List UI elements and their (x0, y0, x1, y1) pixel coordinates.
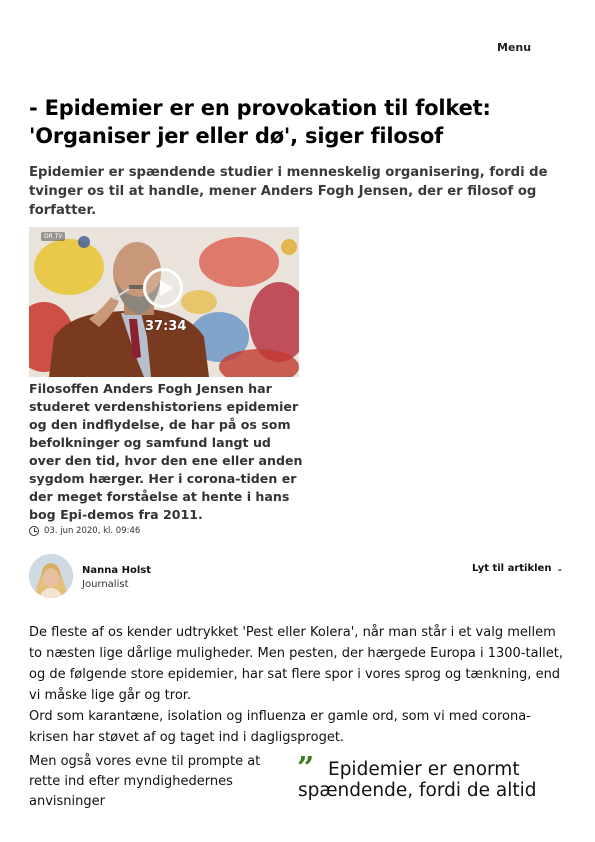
author-role: Journalist (82, 579, 129, 590)
video-duration: 37:34 (145, 319, 187, 334)
publish-date-text: 03. jun 2020, kl. 09:46 (44, 526, 141, 536)
listen-label: Lyt til artiklen (472, 563, 552, 574)
listen-to-article-button[interactable] (472, 563, 563, 574)
clock-icon (29, 526, 39, 536)
headline-line-1: - Epidemier er en provokation til folket: (29, 96, 491, 120)
quote-mark-icon: ” (297, 751, 315, 786)
play-icon[interactable] (143, 268, 183, 308)
body-paragraph-3: Men også vores evne til prompte at rette ind efter myndighedernes anvisninger (29, 754, 261, 809)
menu-button[interactable]: Menu (497, 41, 532, 54)
body-paragraph-1: De fleste af os kender udtrykket 'Pest eller Kolera', når man står i et valg mellem to næsten lige dårlige muligheder. Men pesten, der hærgede Europa i 1300-tallet, og de følgende store epidemier, har sat flere spor i vores sprog og tænkning, end vi måske lige går og tror. (29, 625, 564, 703)
pull-quote (298, 759, 578, 801)
video-player[interactable] (29, 227, 299, 377)
video-source-badge: DR TV (41, 232, 65, 241)
pull-quote-line-2: spændende, fordi de altid (298, 780, 537, 801)
body-paragraph-2: Ord som karantæne, isolation og influenza er gamle ord, som vi med corona-krisen har støvet af og taget ind i dagligsproget. (29, 709, 531, 745)
article-lead: Epidemier er spændende studier i menneskelig organisering, fordi de tvinger os til at handle, mener Anders Fogh Jensen, der er filosof og forfatter. (29, 165, 548, 218)
publish-date (29, 526, 140, 536)
article-headline (29, 94, 569, 150)
author-photo (29, 554, 73, 598)
chevron-down-icon: ⌄ (556, 564, 564, 573)
pull-quote-line-1: Epidemier er enormt (328, 759, 520, 780)
author-name[interactable]: Nanna Holst (82, 565, 151, 576)
video-caption: Filosoffen Anders Fogh Jensen har studeret verdenshistoriens epidemier og den indflydelse, de har på os som befolkninger og samfund langt ud over den tid, hvor den ene eller anden sygdom hærger. Her i corona-tiden er der meget forståelse at hente i hans bog Epi-demos fra 2011. (29, 381, 303, 522)
author-avatar[interactable] (29, 554, 73, 598)
headline-line-2: 'Organiser jer eller dø', siger filosof (29, 124, 444, 148)
